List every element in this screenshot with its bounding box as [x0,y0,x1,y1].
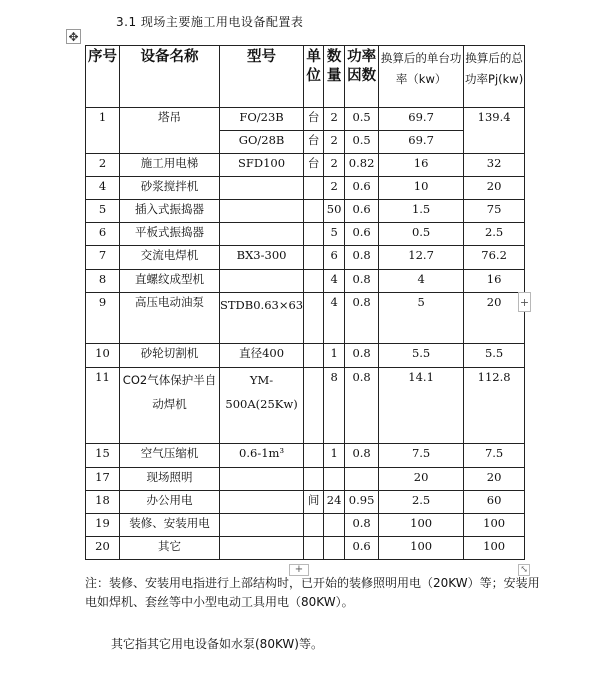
row-model: STDB0.63×63 [220,293,304,344]
row-factor: 0.5 [345,108,379,131]
row-total-power: 60 [464,491,525,514]
row-factor: 0.5 [345,131,379,154]
row-total-power: 5.5 [464,344,525,368]
row-unit [304,293,324,344]
header-no: 序号 [86,46,120,108]
resize-diagonal-icon[interactable]: ⤡ [518,564,530,576]
row-total-power: 32 [464,154,525,177]
header-total-power: 换算后的总功率Pj(kw) [464,46,525,108]
row-unit [304,177,324,200]
row-unit-power: 20 [379,468,464,491]
row-name: 办公用电 [120,491,220,514]
add-row-plus-icon[interactable]: + [289,564,309,576]
row-model [220,200,304,223]
row-qty: 50 [324,200,345,223]
row-unit-power: 4 [379,270,464,293]
row-no: 20 [86,537,120,560]
row-unit-power: 69.7 [379,108,464,131]
row-factor: 0.8 [345,344,379,368]
row-model [220,270,304,293]
row-name: CO2气体保护半自动焊机 [120,368,220,444]
row-unit-power: 0.5 [379,223,464,246]
row-unit-power: 10 [379,177,464,200]
row-name: 装修、安装用电 [120,514,220,537]
row-unit-power: 5 [379,293,464,344]
row-name: 砂轮切割机 [120,344,220,368]
row-unit-power: 2.5 [379,491,464,514]
row-no: 5 [86,200,120,223]
row-unit [304,200,324,223]
row-unit-power: 16 [379,154,464,177]
row-unit [304,537,324,560]
row-qty: 2 [324,154,345,177]
row-total-power: 20 [464,293,525,344]
table-title: 3.1 现场主要施工用电设备配置表 [116,15,304,29]
row-no: 2 [86,154,120,177]
row-factor: 0.8 [345,368,379,444]
row-factor: 0.8 [345,246,379,270]
row-model: BX3-300 [220,246,304,270]
row-no: 4 [86,177,120,200]
row-model: 0.6-1m³ [220,444,304,468]
row-factor: 0.8 [345,514,379,537]
row-model: SFD100 [220,154,304,177]
row-name: 交流电焊机 [120,246,220,270]
row-factor: 0.8 [345,444,379,468]
row-total-power: 20 [464,468,525,491]
row-total-power: 75 [464,200,525,223]
row-no: 10 [86,344,120,368]
row-factor: 0.6 [345,223,379,246]
table-note: 注：装修、安装用电指进行上部结构时，已开始的装修照明用电（20KW）等；安装用电如焊机、套丝等中小型电动工具用电（80KW）。 [85,576,540,609]
row-unit: 台 [304,108,324,131]
move-cross-icon[interactable]: ✥ [66,29,81,44]
row-qty: 2 [324,177,345,200]
header-qty: 数量 [324,46,345,108]
row-name: 高压电动油泵 [120,293,220,344]
row-unit-power: 14.1 [379,368,464,444]
row-no: 6 [86,223,120,246]
row-no: 8 [86,270,120,293]
add-column-plus-icon[interactable]: + [518,292,531,312]
row-no: 11 [86,368,120,444]
row-qty: 24 [324,491,345,514]
row-factor: 0.6 [345,200,379,223]
row-unit [304,246,324,270]
row-name: 直螺纹成型机 [120,270,220,293]
row-factor: 0.6 [345,177,379,200]
row-total-power: 16 [464,270,525,293]
row-name: 施工用电梯 [120,154,220,177]
row-model [220,491,304,514]
row-name: 空气压缩机 [120,444,220,468]
row-no: 17 [86,468,120,491]
row-name: 其它 [120,537,220,560]
row-total-power: 2.5 [464,223,525,246]
row-no: 7 [86,246,120,270]
row-total-power: 7.5 [464,444,525,468]
row-qty: 5 [324,223,345,246]
equipment-table [85,45,525,560]
row-unit [304,223,324,246]
row-model: GO/28B [220,131,304,154]
row-total-power: 20 [464,177,525,200]
row-unit [304,368,324,444]
row-no: 9 [86,293,120,344]
row-factor: 0.6 [345,537,379,560]
row-name: 插入式振捣器 [120,200,220,223]
row-qty [324,537,345,560]
row-model [220,468,304,491]
row-factor: 0.95 [345,491,379,514]
row-model: FO/23B [220,108,304,131]
header-model: 型号 [220,46,304,108]
row-model: 直径400 [220,344,304,368]
row-factor: 0.8 [345,270,379,293]
row-qty: 1 [324,344,345,368]
row-unit-power: 1.5 [379,200,464,223]
row-no: 1 [86,108,120,154]
row-model: YM-500A(25Kw) [220,368,304,444]
row-unit [304,514,324,537]
row-unit-power: 5.5 [379,344,464,368]
row-total-power: 100 [464,537,525,560]
row-no: 15 [86,444,120,468]
row-total-power: 112.8 [464,368,525,444]
row-qty: 4 [324,293,345,344]
row-unit-power: 100 [379,514,464,537]
row-unit: 台 [304,131,324,154]
row-unit: 台 [304,154,324,177]
row-model [220,514,304,537]
row-qty: 4 [324,270,345,293]
row-no: 19 [86,514,120,537]
row-total-power: 139.4 [464,108,525,154]
row-unit [304,444,324,468]
row-qty: 2 [324,131,345,154]
row-qty: 1 [324,444,345,468]
row-name: 现场照明 [120,468,220,491]
row-qty: 6 [324,246,345,270]
row-qty [324,514,345,537]
row-model [220,537,304,560]
row-model [220,223,304,246]
row-unit: 间 [304,491,324,514]
row-total-power: 76.2 [464,246,525,270]
row-unit-power: 69.7 [379,131,464,154]
header-unit: 单位 [304,46,324,108]
row-unit-power: 7.5 [379,444,464,468]
row-qty: 2 [324,108,345,131]
row-no: 18 [86,491,120,514]
row-factor [345,468,379,491]
row-unit [304,344,324,368]
row-total-power: 100 [464,514,525,537]
row-qty [324,468,345,491]
header-name: 设备名称 [120,46,220,108]
row-factor: 0.8 [345,293,379,344]
row-unit-power: 100 [379,537,464,560]
header-unit-power: 换算后的单台功率（kw） [379,46,464,108]
row-model [220,177,304,200]
row-name: 平板式振捣器 [120,223,220,246]
other-equipment-note: 其它指其它用电设备如水泵(80KW)等。 [111,637,323,651]
row-unit [304,468,324,491]
row-unit-power: 12.7 [379,246,464,270]
header-factor: 功率因数 [345,46,379,108]
row-factor: 0.82 [345,154,379,177]
row-qty: 8 [324,368,345,444]
row-name: 塔吊 [120,108,220,154]
row-name: 砂浆搅拌机 [120,177,220,200]
row-unit [304,270,324,293]
